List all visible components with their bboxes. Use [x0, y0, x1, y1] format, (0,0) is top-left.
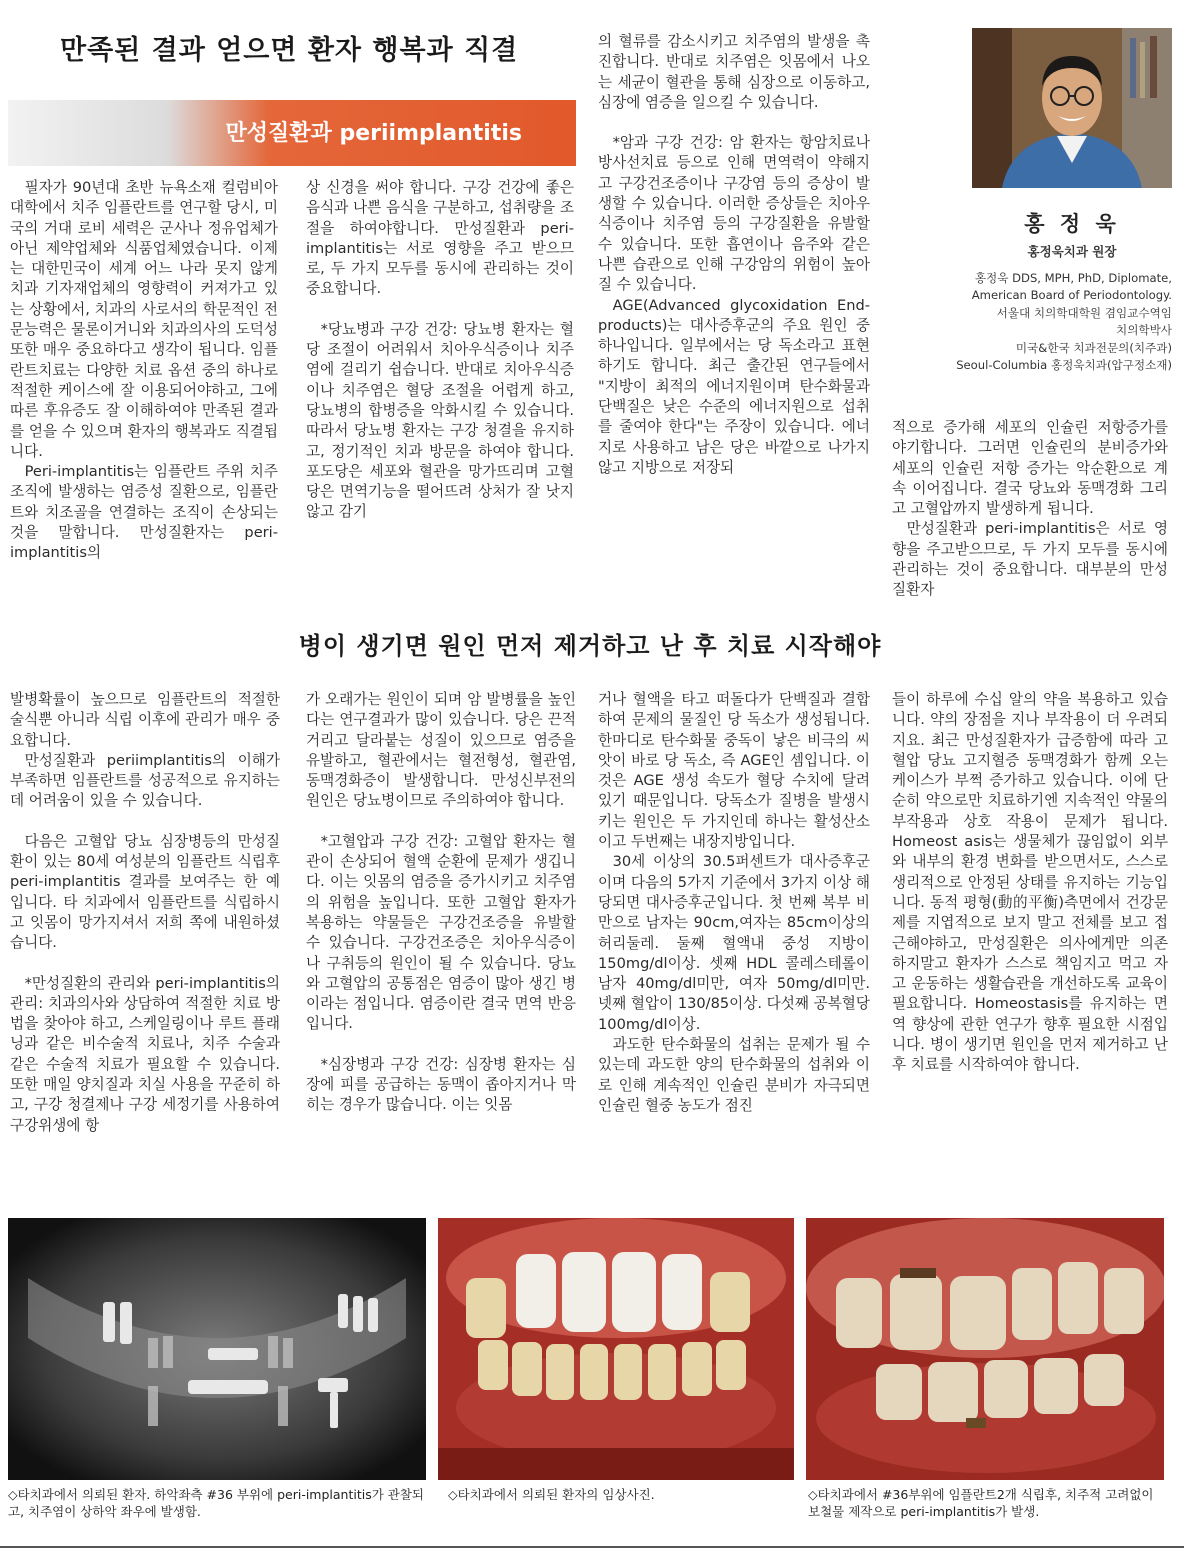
credential-line: 홍정욱 DDS, MPH, PhD, Diplomate, [974, 271, 1172, 285]
credential-line: 치의학박사 [1116, 323, 1172, 338]
author-title: 홍정욱치과 원장 [1027, 244, 1117, 259]
column-4-top [892, 418, 1168, 601]
column-3-top [598, 32, 870, 478]
column-1-bottom [10, 690, 280, 1136]
paragraph: 거나 혈액을 타고 떠돌다가 단백질과 결합하여 문제의 물질인 당 독소가 생성됩니다. 한마디로 탄수화물 중독이 낳은 비극의 씨앗이 바로 당 독소, 즉 AGE인 셈입니다. 이것은 AGE 생성 속도가 혈당 수치에 달려 있기 때문입니다. 당독소가 질병을 발생시키는 원인은 두 가지인데 하나는 활성산소이고 두번째는 내장지방입니다. [598, 691, 870, 851]
xray-photo [8, 1218, 426, 1480]
paragraph: 들이 하루에 수십 알의 약을 복용하고 있습니다. 약의 장점을 지나 부작용이 더 우려되지요. 최근 만성질환자가 급증함에 따라 고혈압 당뇨 고지혈증 동맥경화가 함께 오는 케이스가 부쩍 증가하고 있습니다. 이에 단순히 약으로만 치료하기엔 지속적인 약물의 부작용과 상호 작용이 문제가 됩니다. Homeost asis는 생물체가 끊임없이 외부와 내부의 환경 변화를 받으면서도, 스스로 생리적으로 안정된 상태를 유지하는 기능입니다. 동적 평형(動的平衡)측면에서 건강문제를 지엽적으로 보지 말고 전체를 보고 접근해야하고, 만성질환은 의사에게만 의존 하지말고 환자가 스스로 책임지고 먹고 자고 운동하는 생활습관을 개선하도록 교육이 필요합니다. Homeostasis를 유지하는 면역 향상에 관한 연구가 향후 필요한 시점입니다. 병이 생기면 원인을 먼저 제거하고 난 후 치료를 시작하여야 합니다. [892, 691, 1168, 1074]
credential-line: Seoul-Columbia 홍정욱치과(압구정소재) [956, 358, 1172, 373]
paragraph: AGE(Advanced glycoxidation End-products)는 대사증후군의 주요 원인 중 하나입니다. 일부에서는 당 독소라고 표현하기도 합니다. 최근 출간된 연구들에서 "지방이 최적의 에너지원이며 탄수화물과 단백질은 낮은 수준의 에너지원으로 섭취를 줄여야 한다"는 주장이 있습니다. 에너지로 사용하고 남은 당은 바깥으로 나가지 않고 지방으로 저장되 [598, 296, 870, 476]
column-1-top [10, 178, 278, 564]
paragraph: *암과 구강 건강: 암 환자는 항암치료나 방사선치료 등으로 인해 면역력이 약해지고 구강건조증이나 구강염 등의 증상이 발생할 수 있습니다. 이러한 증상들은 치아우식증이나 치주염 등의 구강질환을 유발할 수 있습니다. 또한 흡연이나 음주와 같은 나쁜 습관으로 인해 구강암의 위험이 높아질 수 있습니다. [598, 134, 870, 294]
paragraph: 적으로 증가해 세포의 인슐린 저항증가를 야기합니다. 그러면 인슐린의 분비증가와 세포의 인슐린 저항 증가는 악순환으로 계속 이어집니다. 결국 당뇨와 동맥경화 그리고 고혈압까지 발생하게 됩니다. [892, 419, 1168, 518]
caption-side: ◇타치과에서 #36부위에 임플란트2개 식립후, 치주적 고려없이 보철물 제작으로 peri-implantitis가 발생. [808, 1487, 1154, 1519]
paragraph: *당뇨병과 구강 건강: 당뇨병 환자는 혈당 조절이 어려워서 치아우식증이나 치주염에 걸리기 쉽습니다. 반대로 치아우식증이나 치주염은 혈당 조절을 어렵게 하고, 당뇨병의 합병증을 악화시킬 수 있습니다. 따라서 당뇨병 환자는 구강 청결을 유지하고, 정기적인 치과 방문을 하여야 합니다. 포도당은 세포와 혈관을 망가뜨리며 고혈당은 면역기능을 떨어뜨려 상처가 잘 낫지 않고 감기 [306, 320, 574, 521]
paragraph: 가 오래가는 원인이 되며 암 발병률을 높인다는 연구결과가 많이 있습니다. 당은 끈적거리고 달라붙는 성질이 있으므로 염증을 유발하고, 혈관에서는 혈전형성, 혈관염, 동맥경화증이 발생합니다. 만성신부전의 원인은 당뇨병이므로 주의하여야 합니다. [306, 691, 576, 810]
headline-mid: 병이 생기면 원인 먼저 제거하고 난 후 치료 시작해야 [160, 620, 1020, 667]
paragraph: *심장병과 구강 건강: 심장병 환자는 심장에 피를 공급하는 동맥이 좁아지거나 막히는 경우가 많습니다. 이는 잇몸 [306, 1055, 576, 1114]
author-name: 홍 정 욱 [1024, 212, 1120, 236]
credential-line: 미국&한국 치과전문의(치주과) [1015, 340, 1172, 355]
author-photo [972, 28, 1172, 188]
credential-line: American Board of Periodontology. [971, 288, 1172, 303]
paragraph: *고혈압과 구강 건강: 고혈압 환자는 혈관이 손상되어 혈액 순환에 문제가 생깁니다. 이는 잇몸의 염증을 증가시키고 치주염의 위험을 높입니다. 또한 고혈압 환자가 복용하는 약물들은 구강건조증을 유발할 수 있습니다. 구강건조증은 치아우식증이나 구취등의 원인이 될 수 있습니다. 당뇨와 고혈압의 공통점은 염증이 많아 생긴 병이라는 점입니다. 염증이란 결국 면역 반응입니다. [306, 832, 576, 1033]
paragraph: 발병확률이 높으므로 임플란트의 적절한 술식뿐 아니라 식립 이후에 관리가 매우 중요합니다. [10, 691, 280, 749]
caption-front: ◇타치과에서 의뢰된 환자의 임상사진. [448, 1487, 655, 1502]
bottom-divider [0, 1546, 1184, 1548]
paragraph: Peri-implantitis는 임플란트 주위 치주조직에 발생하는 염증성 질환으로, 임플란트와 치조골을 연결하는 조직이 손상되는 것을 말합니다. 만성질환자는 peri-implantitis의 [10, 463, 278, 562]
caption-xray: ◇타치과에서 의뢰된 환자. 하악좌측 #36 부위에 peri-implantitis가 관찰되고, 치주염이 상하악 좌우에 발생함. [8, 1487, 425, 1519]
column-3-bottom [598, 690, 870, 1116]
column-2-bottom [306, 690, 576, 1116]
banner-title: 만성질환과 periimplantitis [225, 121, 522, 146]
paragraph: 만성질환과 peri-implantitis은 서로 영향을 주고받으므로, 두 가지 모두를 동시에 관리하는 것이 중요합니다. 대부분의 만성질환자 [892, 520, 1168, 599]
paragraph: 필자가 90년대 초반 뉴욕소재 컬럼비아대학에서 치주 임플란트를 연구할 당시, 미국의 거대 로비 세력은 군사나 정유업체가 아닌 제약업체와 식품업체였습니다. 이제는 대한민국이 세계 어느 나라 못지 않게 치과 기자재업체의 영향력이 커져가고 있는 상황에서, 치과의 사로서의 학문적인 전문능력은 물론이거니와 치과의사의 도덕성 또한 매우 중요하다고 생각이 됩니다. 임플란트치료는 다양한 치료 옵션 중의 하나로 적절한 케이스에 잘 이용되어야하고, 그에 따른 후유증도 잘 이해하여야 만족된 결과를 얻을 수 있으며 환자의 행복과도 직결됩니다. [10, 179, 278, 460]
paragraph: 만성질환과 periimplantitis의 이해가 부족하면 임플란트를 성공적으로 유지하는데 어려움이 있을 수 있습니다. [10, 751, 280, 810]
paragraph: 상 신경을 써야 합니다. 구강 건강에 좋은 음식과 나쁜 음식을 구분하고, 섭취량을 조절을 하여야합니다. 만성질환과 peri-implantitis는 서로 영향을 주고 받으므로, 두 가지 모두를 동시에 관리하는 것이 중요합니다. [306, 179, 574, 298]
paragraph: 의 혈류를 감소시키고 치주염의 발생을 촉진합니다. 반대로 치주염은 잇몸에서 나오는 세균이 혈관을 통해 심장으로 이동하고, 심장에 염증을 일으킬 수 있습니다. [598, 33, 870, 111]
paragraph: 다음은 고혈압 당뇨 심장병등의 만성질환이 있는 80세 여성분의 임플란트 식립후 peri-implantitis 결과를 보여주는 한 예입니다. 타 치과에서 임플란트를 식립하시고 잇몸이 망가지셔서 저희 쪽에 내원하셨습니다. [10, 832, 280, 952]
credential-line: 서울대 치의학대학원 겸임교수역임 [996, 305, 1172, 320]
clinical-photo-front [438, 1218, 794, 1480]
headline-top: 만족된 결과 얻으면 환자 행복과 직결 [60, 35, 519, 66]
column-2-top [306, 178, 574, 523]
paragraph: 과도한 탄수화물의 섭취는 문제가 될 수 있는데 과도한 양의 탄수화물의 섭취와 이로 인해 계속적인 인슐린 분비가 자극되면 인슐린 혈중 농도가 점진 [598, 1036, 870, 1114]
section-banner [8, 100, 576, 166]
column-4-bottom [892, 690, 1168, 1076]
clinical-photo-side [806, 1218, 1164, 1480]
paragraph: *만성질환의 관리와 peri-implantitis의 관리: 치과의사와 상담하여 적절한 치료 방법을 찾아야 하고, 스케일링이나 루트 플래닝과 같은 비수술적 치료나, 치주 수술과 같은 수술적 치료가 필요할 수 있습니다. 또한 매일 양치질과 치실 사용을 꾸준히 하고, 구강 청결제나 구강 세정기를 사용하여 구강위생에 항 [10, 974, 280, 1134]
paragraph: 30세 이상의 30.5퍼센트가 대사증후군이며 다음의 5가지 기준에서 3가지 이상 해당되면 대사증후군입니다. 첫 번째 복부 비만으로 남자는 90cm,여자는 85cm이상의 허리둘레. 둘째 혈액내 중성 지방이 150mg/dl이상. 셋째 HDL 콜레스테롤이 남자 40mg/dl미만, 여자 50mg/dl미만. 넷째 혈압이 130/85이상. 다섯째 공복혈당 100mg/dl이상. [598, 853, 870, 1033]
author-credentials [940, 270, 1172, 374]
